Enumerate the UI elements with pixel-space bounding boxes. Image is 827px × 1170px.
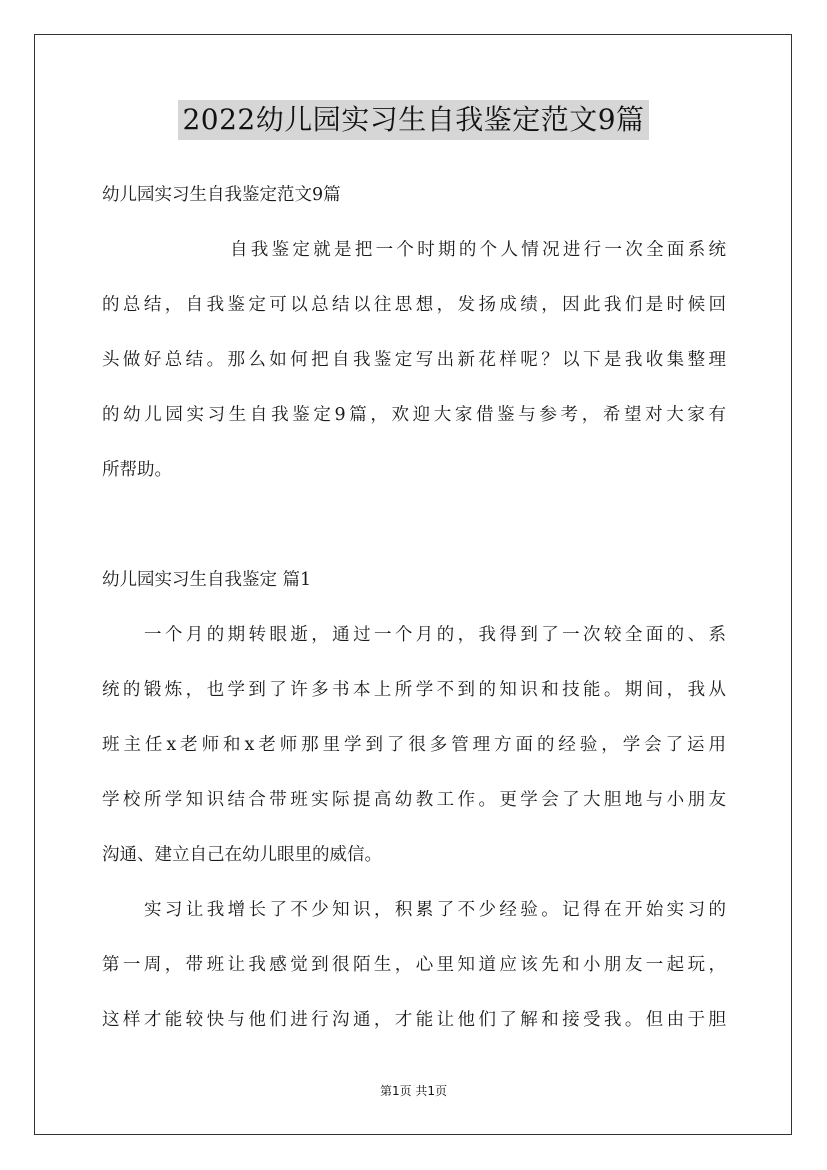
intro-line: 的总结，自我鉴定可以总结以往思想，发扬成绩，因此我们是时候回 <box>102 295 726 315</box>
title-container <box>0 100 827 140</box>
intro-line: 所帮助。 <box>102 460 172 480</box>
document-subtitle: 幼儿园实习生自我鉴定范文9篇 <box>102 185 341 205</box>
intro-line: 头做好总结。那么如何把自我鉴定写出新花样呢？以下是我收集整理 <box>102 350 726 370</box>
section-heading: 幼儿园实习生自我鉴定 篇1 <box>102 570 312 590</box>
paragraph-line: 一个月的期转眼逝，通过一个月的，我得到了一次较全面的、系 <box>144 625 726 645</box>
paragraph-line: 这样才能较快与他们进行沟通，才能让他们了解和接受我。但由于胆 <box>102 1010 726 1030</box>
paragraph-line: 实习让我增长了不少知识，积累了不少经验。记得在开始实习的 <box>144 900 726 920</box>
spacer <box>102 508 726 543</box>
paragraph-line: 学校所学知识结合带班实际提高幼教工作。更学会了大胆地与小朋友 <box>102 790 726 810</box>
paragraph-line: 沟通、建立自己在幼儿眼里的威信。 <box>102 845 382 865</box>
intro-line: 的幼儿园实习生自我鉴定9篇，欢迎大家借鉴与参考，希望对大家有 <box>102 405 726 425</box>
paragraph-line: 班主任x老师和x老师那里学到了很多管理方面的经验，学会了运用 <box>102 735 726 755</box>
intro-line: 自我鉴定就是把一个时期的个人情况进行一次全面系统 <box>230 240 726 260</box>
paragraph-line: 统的锻炼，也学到了许多书本上所学不到的知识和技能。期间，我从 <box>102 680 726 700</box>
document-body <box>102 178 726 1058</box>
page-number-footer: 第1页 共1页 <box>379 1084 448 1098</box>
paragraph-line: 第一周，带班让我感觉到很陌生，心里知道应该先和小朋友一起玩， <box>102 955 726 975</box>
document-title: 2022幼儿园实习生自我鉴定范文9篇 <box>178 100 648 140</box>
